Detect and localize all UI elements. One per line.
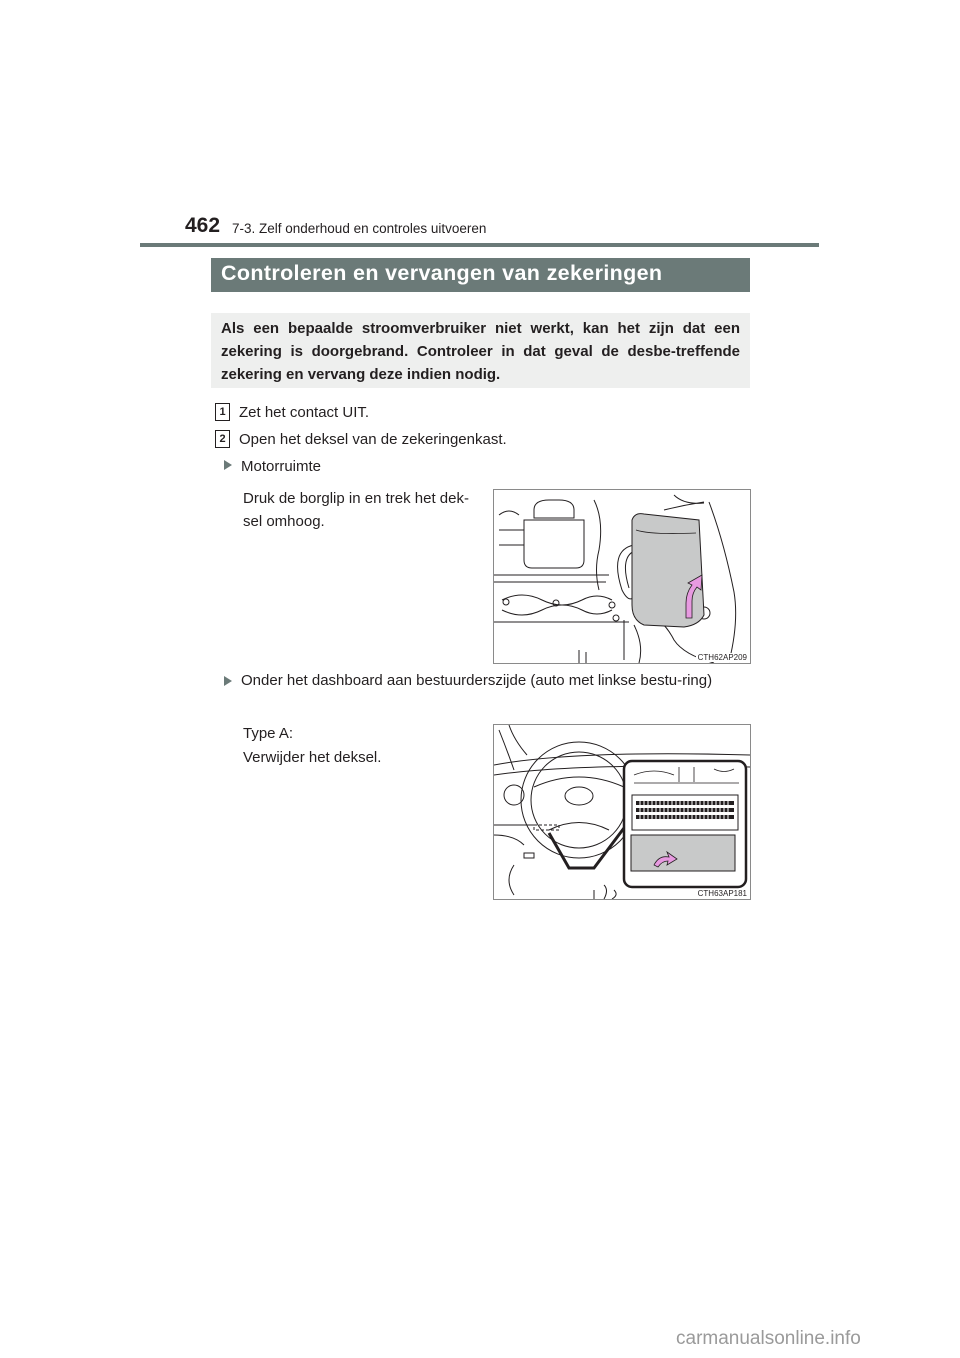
- step-text: Open het deksel van de zekeringenkast.: [239, 430, 507, 448]
- section-title: 7-3. Zelf onderhoud en controles uitvoeren: [232, 221, 487, 236]
- intro-text: Als een bepaalde stroomverbruiker niet werkt, kan het zijn dat een zekering is doorgebrand. Controleer in dat geval de desbe-treffende zekering en vervang deze indien nodig.: [221, 320, 740, 383]
- location-heading-dashboard: [224, 669, 749, 692]
- page-number: 462: [185, 214, 221, 237]
- triangle-bullet-icon: [224, 676, 232, 686]
- dashboard-illustration: [494, 725, 750, 899]
- step-number-badge: 1: [215, 403, 230, 421]
- instruction-engine: Druk de borglip in en trek het dek-sel omhoog.: [243, 490, 469, 530]
- step-text: Zet het contact UIT.: [239, 403, 370, 421]
- step-2: [215, 430, 507, 448]
- engine-compartment-illustration: [494, 490, 750, 663]
- figure-code: CTH62AP209: [697, 653, 747, 662]
- location-heading-text: Motorruimte: [241, 458, 322, 475]
- figure-code: CTH63AP181: [697, 889, 747, 898]
- instruction-dashboard: Verwijder het deksel.: [243, 749, 382, 766]
- page-title-bar: [211, 258, 750, 292]
- type-label: Type A:: [243, 725, 294, 742]
- figure-dashboard-fuse-box: [493, 724, 751, 900]
- page-title: Controleren en vervangen van zekeringen: [221, 261, 663, 285]
- step-number-badge: 2: [215, 430, 230, 448]
- triangle-bullet-icon: [224, 460, 232, 470]
- step-1: [215, 403, 369, 421]
- intro-box: [211, 313, 750, 388]
- location-heading-engine: [224, 455, 321, 478]
- header-divider: [140, 243, 819, 247]
- figure-engine-fuse-box: [493, 489, 751, 664]
- location-heading-text: Onder het dashboard aan bestuurderszijde (auto met linkse bestu-ring): [241, 672, 713, 689]
- watermark: carmanualsonline.info: [676, 1328, 861, 1349]
